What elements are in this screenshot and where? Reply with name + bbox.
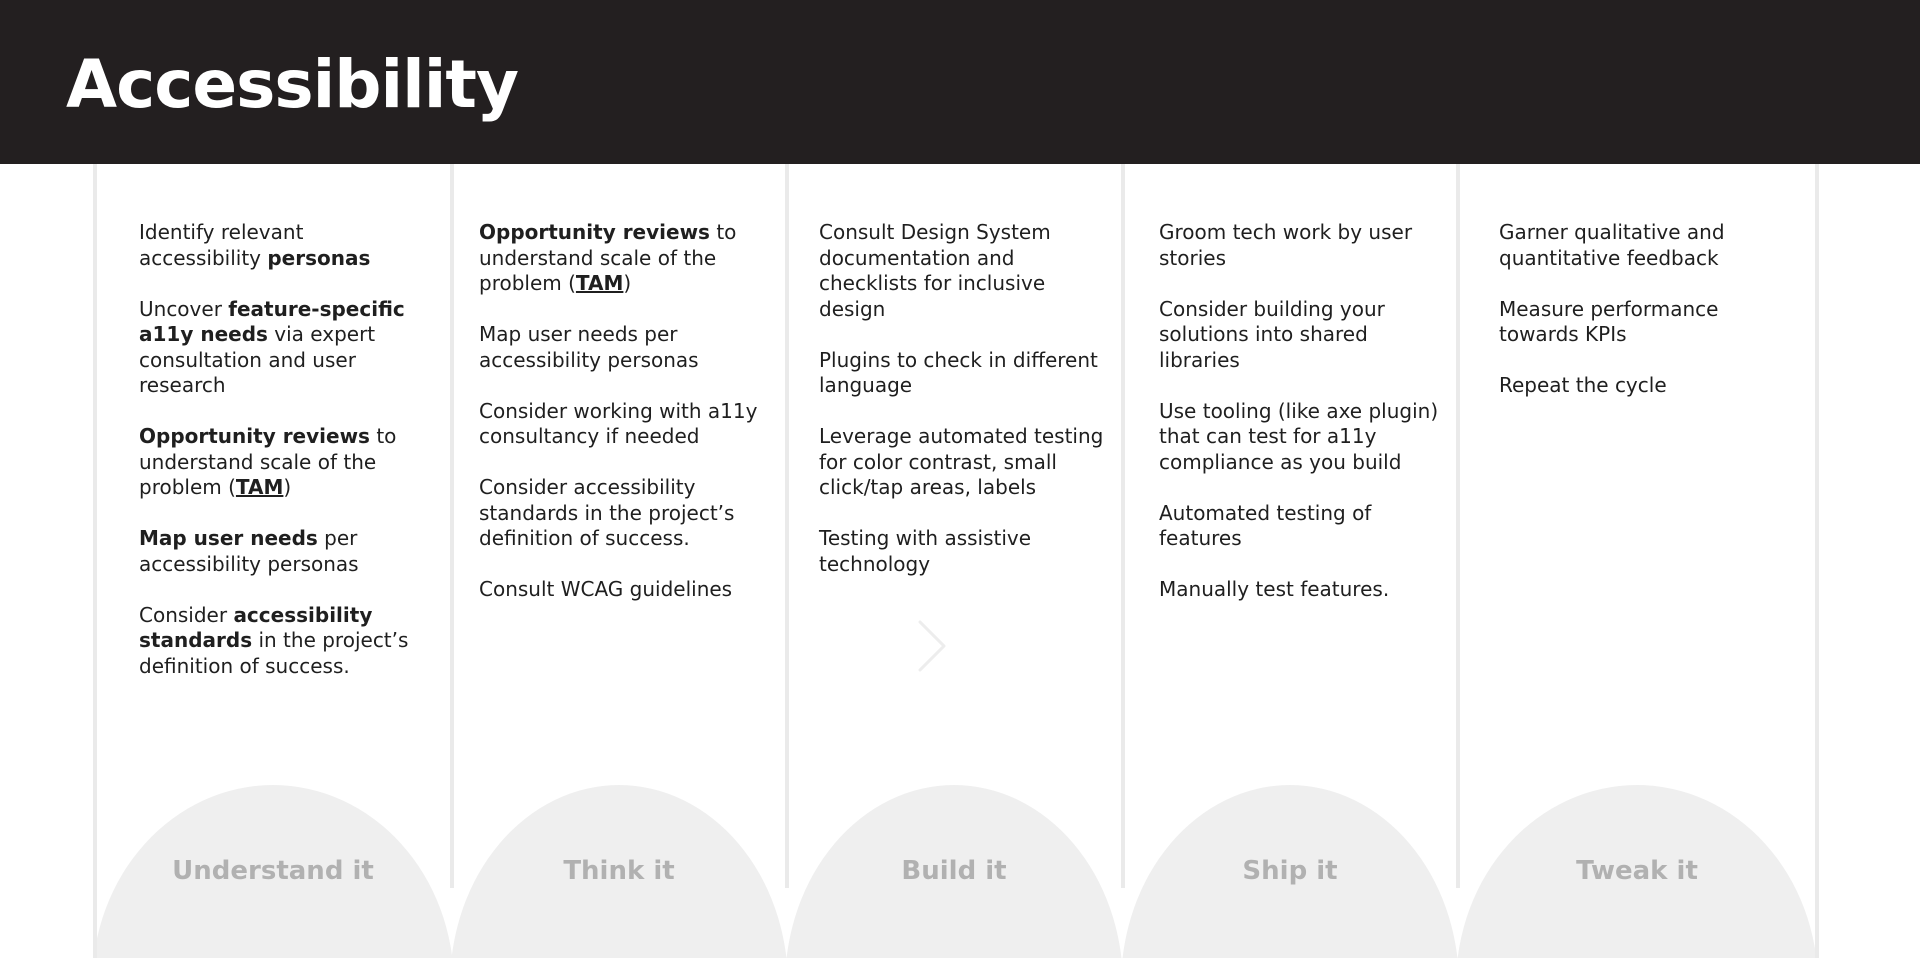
item-text: Consider accessibility standards in the project’s definition of success. bbox=[479, 475, 735, 550]
list-item bbox=[139, 424, 429, 501]
item-text: Consider building your solutions into shared libraries bbox=[1159, 296, 1385, 372]
item-text: Consider bbox=[139, 602, 234, 627]
item-text: Consult Design System documentation and checklists for inclusive design bbox=[819, 220, 1051, 321]
page-title: Accessibility bbox=[66, 46, 518, 123]
column-think bbox=[479, 220, 769, 628]
item-text: to understand scale of the problem ( bbox=[479, 220, 737, 295]
item-text: Identify relevant accessibility bbox=[139, 220, 304, 270]
column-divider bbox=[1456, 164, 1460, 888]
header-bar bbox=[0, 0, 1920, 164]
list-item bbox=[479, 399, 769, 450]
item-text: in the project’s definition of success. bbox=[139, 628, 409, 678]
stage-label-build: Build it bbox=[901, 856, 1007, 886]
item-text: ) bbox=[283, 475, 292, 499]
list-item bbox=[1499, 220, 1789, 271]
item-emphasis: personas bbox=[267, 245, 371, 270]
column-divider bbox=[93, 164, 97, 958]
column-divider bbox=[1121, 164, 1125, 888]
item-text: Uncover bbox=[139, 296, 229, 321]
item-text: Map user needs per accessibility personas bbox=[479, 322, 699, 372]
list-item bbox=[139, 526, 429, 577]
column-divider bbox=[785, 164, 789, 888]
item-text: to understand scale of the problem ( bbox=[139, 424, 397, 499]
column-ship bbox=[1159, 220, 1449, 628]
list-item bbox=[1499, 297, 1789, 348]
item-abbreviation: TAM bbox=[235, 475, 284, 499]
item-text: Consider working with a11y consultancy if needed bbox=[479, 398, 758, 448]
list-item bbox=[1159, 577, 1449, 603]
column-understand bbox=[139, 220, 429, 705]
list-item bbox=[1499, 373, 1789, 399]
column-divider bbox=[450, 164, 454, 888]
stage-board bbox=[92, 164, 1820, 958]
list-item bbox=[819, 348, 1109, 399]
item-emphasis: Map user needs bbox=[139, 526, 318, 550]
item-emphasis: Opportunity reviews bbox=[479, 220, 710, 244]
item-text: Measure performance towards KPIs bbox=[1499, 296, 1719, 346]
item-text: Consult WCAG guidelines bbox=[479, 577, 733, 601]
stage-label-understand: Understand it bbox=[172, 856, 374, 886]
item-text: Repeat the cycle bbox=[1499, 373, 1667, 397]
item-text: Groom tech work by user stories bbox=[1159, 220, 1413, 270]
list-item bbox=[139, 297, 429, 399]
list-item bbox=[479, 322, 769, 373]
column-build bbox=[819, 220, 1109, 603]
list-item bbox=[139, 603, 429, 680]
item-text: Automated testing of features bbox=[1159, 500, 1372, 550]
item-emphasis: feature-specific a11y needs bbox=[139, 296, 405, 346]
item-text: Leverage automated testing for color contrast, small click/tap areas, labels bbox=[819, 424, 1104, 499]
item-text: Manually test features. bbox=[1159, 577, 1390, 601]
list-item bbox=[1159, 220, 1449, 271]
item-abbreviation: TAM bbox=[575, 271, 624, 295]
list-item bbox=[479, 220, 769, 297]
list-item bbox=[1159, 297, 1449, 374]
list-item bbox=[1159, 399, 1449, 476]
item-text: Plugins to check in different language bbox=[819, 347, 1098, 397]
list-item bbox=[819, 424, 1109, 501]
item-text: ) bbox=[623, 271, 632, 295]
column-divider bbox=[1815, 164, 1819, 958]
column-tweak bbox=[1499, 220, 1789, 424]
chevron-right-icon bbox=[912, 618, 952, 674]
item-text: via expert consultation and user research bbox=[139, 322, 376, 397]
list-item bbox=[479, 475, 769, 552]
stage-label-think: Think it bbox=[563, 856, 675, 886]
list-item bbox=[479, 577, 769, 603]
item-text: Testing with assistive technology bbox=[819, 526, 1032, 576]
stage-label-ship: Ship it bbox=[1242, 856, 1338, 886]
item-emphasis: Opportunity reviews bbox=[139, 424, 370, 448]
item-emphasis: accessibility standards bbox=[139, 602, 373, 652]
stage-label-tweak: Tweak it bbox=[1576, 856, 1698, 886]
item-text: Garner qualitative and quantitative feedback bbox=[1499, 220, 1725, 270]
item-text: Use tooling (like axe plugin) that can test for a11y compliance as you build bbox=[1159, 398, 1439, 474]
list-item bbox=[1159, 501, 1449, 552]
list-item bbox=[819, 526, 1109, 577]
list-item bbox=[819, 220, 1109, 322]
list-item bbox=[139, 220, 429, 271]
item-text: per accessibility personas bbox=[139, 526, 359, 576]
